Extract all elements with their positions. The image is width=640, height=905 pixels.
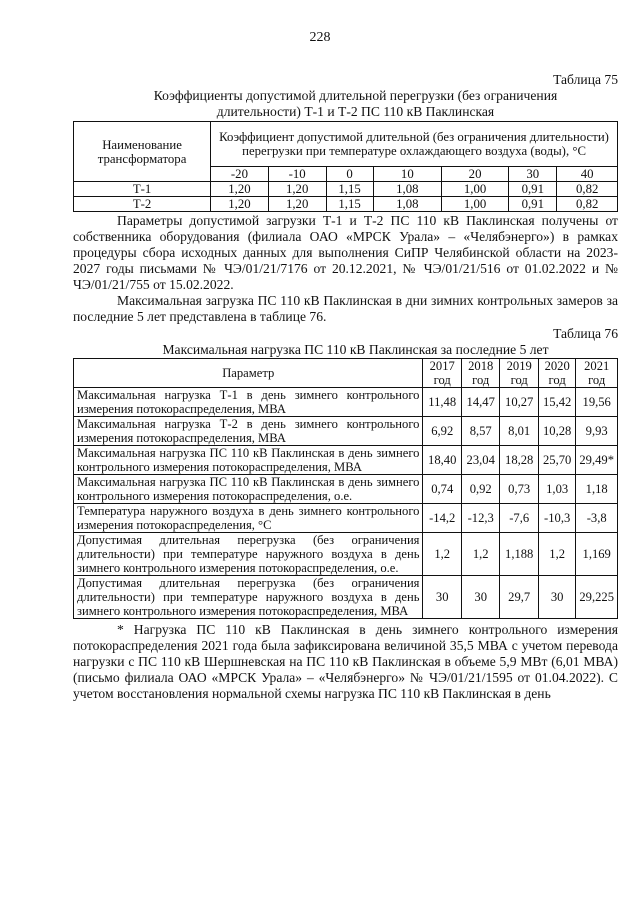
page-number: 228	[309, 30, 331, 45]
parameter-value: 30	[461, 576, 499, 619]
year-number: 2017	[429, 359, 455, 373]
parameter-value: -12,3	[461, 504, 499, 533]
table-75-caption: Коэффициенты допустимой длительной перегрузки (без ограничения длительности) Т-1 и Т-2 ПС 110 кВ Паклинская	[153, 88, 558, 119]
parameter-name: Максимальная нагрузка ПС 110 кВ Паклинская в день зимнего контрольного измерения потокораспределения, МВА	[74, 446, 423, 475]
year-word: год	[548, 373, 566, 387]
temperature-header: -20	[211, 167, 269, 182]
parameter-value: 0,74	[423, 475, 461, 504]
year-word: год	[510, 373, 528, 387]
temperature-header: -10	[268, 167, 326, 182]
parameter-value: 14,47	[461, 388, 499, 417]
year-number: 2021	[584, 359, 610, 373]
year-header	[538, 359, 575, 388]
table-row	[74, 576, 618, 619]
temperature-header: 10	[373, 167, 441, 182]
parameter-value: -3,8	[576, 504, 618, 533]
parameter-name: Максимальная нагрузка Т-1 в день зимнего контрольного измерения потокораспределения, МВА	[74, 388, 423, 417]
year-number: 2020	[544, 359, 570, 373]
table-row	[74, 504, 618, 533]
table-row	[74, 533, 618, 576]
transformer-name: Т-1	[74, 182, 211, 197]
coefficient-value: 1,00	[441, 182, 508, 197]
parameter-value: 30	[423, 576, 461, 619]
table-row	[74, 475, 618, 504]
temperature-header: 20	[441, 167, 508, 182]
parameter-value: 1,2	[423, 533, 461, 576]
year-header	[576, 359, 618, 388]
parameter-value: 0,92	[461, 475, 499, 504]
year-header	[461, 359, 499, 388]
coefficient-value: 0,91	[509, 182, 557, 197]
year-header	[500, 359, 538, 388]
transformer-name: Т-2	[74, 197, 211, 212]
parameter-value: 6,92	[423, 417, 461, 446]
year-word: год	[472, 373, 490, 387]
parameter-name: Допустимая длительная перегрузка (без ограничения длительности) при температуре наружного воздуха в день зимнего контрольного измерения потокораспределения, о.е.	[74, 533, 423, 576]
parameter-value: 1,188	[500, 533, 538, 576]
coefficient-value: 1,20	[268, 182, 326, 197]
table-row	[74, 417, 618, 446]
table-row	[74, 182, 618, 197]
parameter-value: -10,3	[538, 504, 575, 533]
parameter-value: 1,03	[538, 475, 575, 504]
table-76	[73, 358, 618, 619]
year-number: 2018	[468, 359, 494, 373]
temperature-header: 40	[557, 167, 618, 182]
paragraph-max-load: Максимальная загрузка ПС 110 кВ Паклинская в дни зимних контрольных замеров за последние 5 лет представлена в таблице 76.	[73, 293, 618, 324]
parameter-value: 0,73	[500, 475, 538, 504]
coefficient-value: 0,82	[557, 182, 618, 197]
coefficient-value: 1,15	[326, 182, 373, 197]
temperature-header: 30	[509, 167, 557, 182]
parameter-value: 10,27	[500, 388, 538, 417]
parameter-value: 15,42	[538, 388, 575, 417]
table-row	[74, 446, 618, 475]
table-75-label: Таблица 75	[553, 72, 618, 87]
coefficient-value: 1,00	[441, 197, 508, 212]
year-header	[423, 359, 461, 388]
parameter-value: 18,28	[500, 446, 538, 475]
transformer-name-header: Наименование трансформатора	[74, 122, 211, 182]
parameter-value: 1,18	[576, 475, 618, 504]
year-number: 2019	[506, 359, 532, 373]
parameter-value: 23,04	[461, 446, 499, 475]
parameter-value: 19,56	[576, 388, 618, 417]
parameter-value: 29,7	[500, 576, 538, 619]
coefficient-value: 1,20	[268, 197, 326, 212]
parameter-value: 30	[538, 576, 575, 619]
parameter-value: 25,70	[538, 446, 575, 475]
year-word: год	[433, 373, 451, 387]
paragraph-footnote: * Нагрузка ПС 110 кВ Паклинская в день зимнего контрольного измерения потокораспределения 2021 года была зафиксирована величиной 35,5 МВА с учетом перевода нагрузки с ПС 110 кВ Шершневская на ПС 110 кВ Паклинская в объеме 5,9 МВт (6,01 МВА) (письмо филиала ОАО «МРСК Урала» – «Челябэнерго» № ЧЭ/01/21/1595 от 01.04.2022). С учетом восстановления нормальной схемы нагрузка ПС 110 кВ Паклинская в день	[73, 622, 618, 701]
temperature-header: 0	[326, 167, 373, 182]
parameter-value: 18,40	[423, 446, 461, 475]
parameter-value: 29,49*	[576, 446, 618, 475]
parameter-value: -7,6	[500, 504, 538, 533]
coefficient-value: 1,20	[211, 182, 269, 197]
parameter-name: Допустимая длительная перегрузка (без ограничения длительности) при температуре наружного воздуха в день зимнего контрольного измерения потокораспределения, МВА	[74, 576, 423, 619]
parameter-value: 8,57	[461, 417, 499, 446]
parameter-header: Параметр	[74, 359, 423, 388]
coefficient-value: 0,82	[557, 197, 618, 212]
coefficient-value: 0,91	[509, 197, 557, 212]
coefficient-header: Коэффициент допустимой длительной (без ограничения длительности) перегрузки при температуре охлаждающего воздуха (воды), °С	[211, 122, 618, 167]
parameter-value: -14,2	[423, 504, 461, 533]
parameter-value: 29,225	[576, 576, 618, 619]
parameter-name: Температура наружного воздуха в день зимнего контрольного измерения потокораспределения, °С	[74, 504, 423, 533]
parameter-name: Максимальная нагрузка Т-2 в день зимнего контрольного измерения потокораспределения, МВА	[74, 417, 423, 446]
coefficient-value: 1,20	[211, 197, 269, 212]
table-76-label: Таблица 76	[553, 326, 618, 341]
parameter-value: 9,93	[576, 417, 618, 446]
paragraph-load-params: Параметры допустимой загрузки Т-1 и Т-2 ПС 110 кВ Паклинская получены от собственника оборудования (филиала ОАО «МРСК Урала» – «Челябэнерго») в рамках процедуры сбора исходных данных для выполнения СиПР Челябинской области на 2023-2027 годы письмами № ЧЭ/01/21/7176 от 20.12.2021, № ЧЭ/01/21/516 от 01.02.2022 и № ЧЭ/01/21/755 от 15.02.2022.	[73, 213, 618, 292]
parameter-value: 1,169	[576, 533, 618, 576]
table-row	[74, 197, 618, 212]
parameter-value: 1,2	[538, 533, 575, 576]
coefficient-value: 1,15	[326, 197, 373, 212]
table-row	[74, 388, 618, 417]
table-75	[73, 121, 618, 212]
parameter-value: 11,48	[423, 388, 461, 417]
table-76-caption: Максимальная нагрузка ПС 110 кВ Паклинская за последние 5 лет	[162, 342, 549, 357]
parameter-value: 10,28	[538, 417, 575, 446]
coefficient-value: 1,08	[373, 182, 441, 197]
parameter-value: 1,2	[461, 533, 499, 576]
year-word: год	[588, 373, 606, 387]
parameter-name: Максимальная нагрузка ПС 110 кВ Паклинская в день зимнего контрольного измерения потокораспределения, о.е.	[74, 475, 423, 504]
coefficient-value: 1,08	[373, 197, 441, 212]
parameter-value: 8,01	[500, 417, 538, 446]
